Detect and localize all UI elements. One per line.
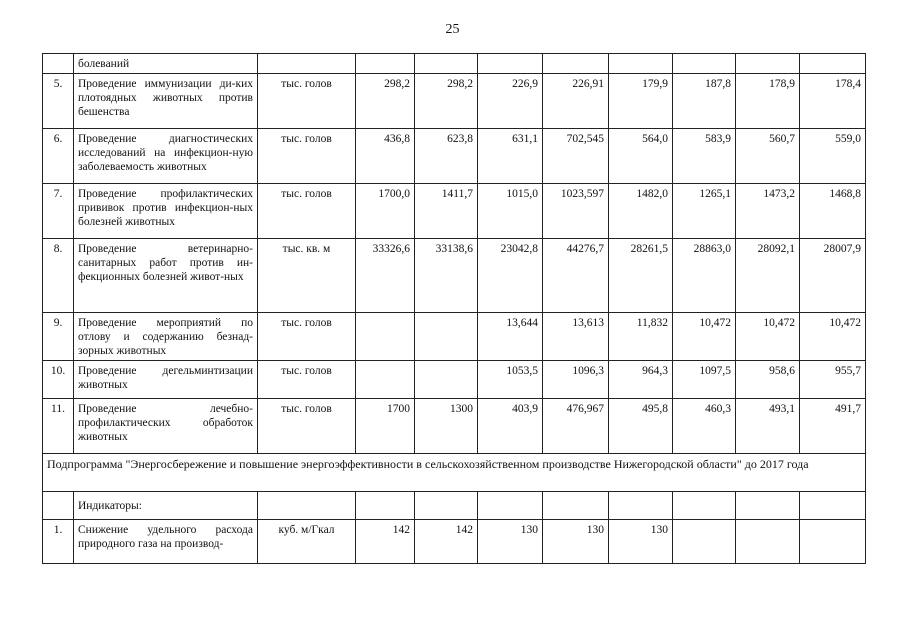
row-value: 1300: [415, 399, 478, 454]
row-unit: тыс. голов: [258, 74, 356, 129]
row-number: 11.: [43, 399, 74, 454]
row-unit: тыс. кв. м: [258, 239, 356, 313]
row-value: 564,0: [609, 129, 673, 184]
row-value: [415, 361, 478, 399]
row-number: 5.: [43, 74, 74, 129]
table-row: [43, 129, 866, 184]
table-row: [43, 361, 866, 399]
row-value: [356, 361, 415, 399]
row-name: Проведение профилактических прививок против инфекцион-ных болезней животных: [74, 184, 258, 239]
row-name: Проведение мероприятий по отлову и содержанию безнад-зорных животных: [74, 313, 258, 361]
empty-cell: [543, 492, 609, 520]
empty-cell: [415, 492, 478, 520]
row-value: [673, 520, 736, 564]
row-value: 23042,8: [478, 239, 543, 313]
empty-cell: [478, 492, 543, 520]
row-number: 7.: [43, 184, 74, 239]
row-value: [736, 520, 800, 564]
row-value: 130: [478, 520, 543, 564]
row-value: 559,0: [800, 129, 866, 184]
row-value: 13,644: [478, 313, 543, 361]
row-value: 955,7: [800, 361, 866, 399]
row-value: [415, 54, 478, 74]
indicator-table: [42, 53, 866, 564]
row-value: 298,2: [356, 74, 415, 129]
row-value: 460,3: [673, 399, 736, 454]
row-value: 1265,1: [673, 184, 736, 239]
row-value: 1411,7: [415, 184, 478, 239]
row-number: [43, 54, 74, 74]
page-number: 25: [445, 22, 460, 37]
row-number: 10.: [43, 361, 74, 399]
row-value: 491,7: [800, 399, 866, 454]
row-number: 9.: [43, 313, 74, 361]
row-value: 130: [609, 520, 673, 564]
subprogram-title: Подпрограмма "Энергосбережение и повышение энергоэффективности в сельскохозяйственном производстве Нижегородской области" до 2017 года: [43, 454, 866, 492]
row-name: болеваний: [74, 54, 258, 74]
row-value: 1096,3: [543, 361, 609, 399]
row-value: 33138,6: [415, 239, 478, 313]
row-value: [800, 520, 866, 564]
row-value: 226,9: [478, 74, 543, 129]
row-value: [736, 54, 800, 74]
row-value: 1023,597: [543, 184, 609, 239]
row-unit: куб. м/Гкал: [258, 520, 356, 564]
empty-cell: [673, 492, 736, 520]
indicators-row: [43, 492, 866, 520]
indicators-label: Индикаторы:: [74, 492, 258, 520]
row-number: 8.: [43, 239, 74, 313]
table-row: [43, 54, 866, 74]
row-value: 964,3: [609, 361, 673, 399]
row-value: 403,9: [478, 399, 543, 454]
subprogram-row: [43, 454, 866, 492]
row-number: 1.: [43, 520, 74, 564]
row-value: 142: [415, 520, 478, 564]
row-value: 1053,5: [478, 361, 543, 399]
row-name: Снижение удельного расхода природного газа на производ-: [74, 520, 258, 564]
row-unit: тыс. голов: [258, 361, 356, 399]
row-value: 130: [543, 520, 609, 564]
row-value: [356, 54, 415, 74]
row-value: 1473,2: [736, 184, 800, 239]
row-name: Проведение диагностических исследований на инфекцион-ную заболеваемость животных: [74, 129, 258, 184]
row-value: [415, 313, 478, 361]
row-value: [673, 54, 736, 74]
row-value: 28863,0: [673, 239, 736, 313]
row-value: [800, 54, 866, 74]
row-value: 1015,0: [478, 184, 543, 239]
empty-cell: [736, 492, 800, 520]
table-row: [43, 184, 866, 239]
empty-cell: [356, 492, 415, 520]
row-name: Проведение лечебно-профилактических обработок животных: [74, 399, 258, 454]
row-number: [43, 492, 74, 520]
row-value: 560,7: [736, 129, 800, 184]
row-number: 6.: [43, 129, 74, 184]
row-value: 28261,5: [609, 239, 673, 313]
row-value: 179,9: [609, 74, 673, 129]
table-row: [43, 520, 866, 564]
row-value: 1482,0: [609, 184, 673, 239]
empty-cell: [800, 492, 866, 520]
row-value: 33326,6: [356, 239, 415, 313]
row-unit: тыс. голов: [258, 184, 356, 239]
row-value: 11,832: [609, 313, 673, 361]
row-value: 631,1: [478, 129, 543, 184]
table-row: [43, 313, 866, 361]
row-value: 1468,8: [800, 184, 866, 239]
row-value: [478, 54, 543, 74]
table-row: [43, 239, 866, 313]
row-name: Проведение ветеринарно-санитарных работ против ин-фекционных болезней живот-ных: [74, 239, 258, 313]
row-value: 10,472: [800, 313, 866, 361]
row-value: 583,9: [673, 129, 736, 184]
row-value: 10,472: [736, 313, 800, 361]
row-value: 13,613: [543, 313, 609, 361]
row-value: 623,8: [415, 129, 478, 184]
row-value: [609, 54, 673, 74]
table-row: [43, 399, 866, 454]
row-value: [356, 313, 415, 361]
row-value: 476,967: [543, 399, 609, 454]
row-name: Проведение иммунизации ди-ких плотоядных животных против бешенства: [74, 74, 258, 129]
row-unit: тыс. голов: [258, 399, 356, 454]
row-value: 495,8: [609, 399, 673, 454]
row-value: 28007,9: [800, 239, 866, 313]
row-unit: тыс. голов: [258, 129, 356, 184]
empty-cell: [258, 492, 356, 520]
row-value: 10,472: [673, 313, 736, 361]
empty-cell: [609, 492, 673, 520]
row-unit: [258, 54, 356, 74]
row-value: 1700,0: [356, 184, 415, 239]
row-value: 493,1: [736, 399, 800, 454]
row-value: 1097,5: [673, 361, 736, 399]
row-value: 142: [356, 520, 415, 564]
table-body: [43, 54, 866, 564]
table-row: [43, 74, 866, 129]
row-value: 298,2: [415, 74, 478, 129]
row-value: 702,545: [543, 129, 609, 184]
row-value: 958,6: [736, 361, 800, 399]
row-value: 44276,7: [543, 239, 609, 313]
row-value: [543, 54, 609, 74]
row-value: 226,91: [543, 74, 609, 129]
row-value: 1700: [356, 399, 415, 454]
row-value: 28092,1: [736, 239, 800, 313]
row-value: 187,8: [673, 74, 736, 129]
row-value: 178,9: [736, 74, 800, 129]
row-name: Проведение дегельминтизации животных: [74, 361, 258, 399]
row-value: 178,4: [800, 74, 866, 129]
row-unit: тыс. голов: [258, 313, 356, 361]
row-value: 436,8: [356, 129, 415, 184]
